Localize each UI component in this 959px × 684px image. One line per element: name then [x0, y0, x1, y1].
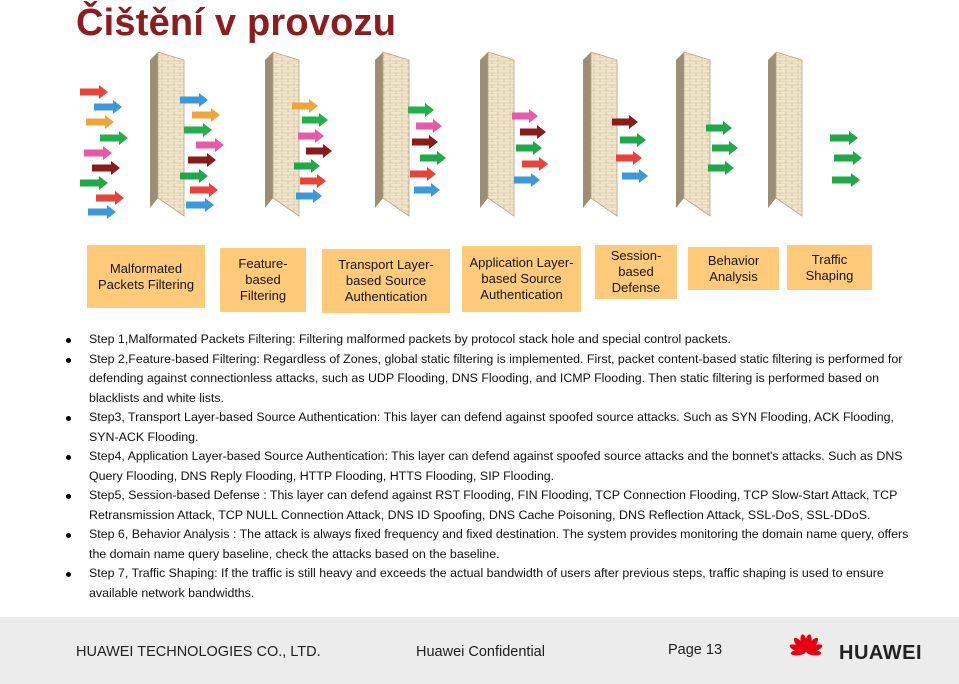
traffic-arrow-31	[512, 109, 538, 123]
traffic-arrow-8	[96, 191, 124, 205]
stage-box-malformed-packets: Malformated Packets Filtering	[87, 245, 205, 308]
stage-box-application-layer: Application Layer-based Source Authentication	[462, 246, 581, 312]
traffic-arrow-27	[412, 135, 438, 149]
firewall-wall-7	[768, 52, 802, 216]
traffic-arrow-42	[708, 161, 734, 175]
traffic-arrow-3	[86, 115, 114, 129]
stage-box-traffic-shaping: Traffic Shaping	[787, 245, 872, 290]
traffic-arrow-11	[192, 108, 220, 122]
footer	[0, 617, 959, 684]
huawei-logo-text: HUAWEI	[839, 642, 922, 664]
traffic-arrow-32	[520, 125, 546, 139]
firewall-wall-5	[583, 52, 617, 216]
firewall-walls	[150, 52, 802, 216]
footer-confidential: Huawei Confidential	[416, 644, 545, 660]
stage-box-feature-based: Feature-based Filtering	[220, 248, 306, 312]
traffic-arrow-23	[300, 174, 326, 188]
filtering-diagram	[0, 40, 959, 250]
traffic-arrow-33	[516, 141, 542, 155]
traffic-arrow-28	[420, 151, 446, 165]
traffic-arrow-2	[94, 100, 122, 114]
traffic-arrow-16	[190, 183, 218, 197]
traffic-arrow-20	[298, 129, 324, 143]
traffic-arrow-37	[620, 133, 646, 147]
step-list	[66, 330, 916, 603]
traffic-arrow-9	[88, 205, 116, 219]
firewall-wall-3	[375, 52, 409, 216]
page-title: Čištění v provozu	[76, 2, 397, 44]
huawei-flower-icon	[787, 634, 825, 670]
traffic-arrow-26	[416, 119, 442, 133]
traffic-arrow-44	[834, 151, 862, 165]
traffic-arrow-12	[184, 123, 212, 137]
traffic-arrow-25	[408, 103, 434, 117]
traffic-arrow-29	[410, 167, 436, 181]
step-item-6: Step 6, Behavior Analysis : The attack is always fixed frequency and fixed destination. The system provides monitoring the domain name query, offers the domain name query baseline, check the attacks based on the baseline.	[66, 525, 916, 564]
traffic-arrow-17	[186, 198, 214, 212]
step-item-7: Step 7, Traffic Shaping: If the traffic is still heavy and exceeds the actual bandwidth of users after previous steps, traffic shaping is used to ensure available network bandwidths.	[66, 564, 916, 603]
traffic-arrow-41	[712, 141, 738, 155]
step-item-2: Step 2,Feature-based Filtering: Regardless of Zones, global static filtering is implemented. First, packet content-based static filtering is performed for defending against connectionless attacks, such as UDP Flooding, DNS Flooding, and ICMP Flooding. Then static filtering is performed based on blacklists and white lists.	[66, 350, 916, 409]
traffic-arrow-35	[514, 173, 540, 187]
footer-company: HUAWEI TECHNOLOGIES CO., LTD.	[76, 644, 321, 660]
stage-box-behavior-analysis: Behavior Analysis	[688, 247, 779, 290]
traffic-arrow-7	[80, 176, 108, 190]
traffic-arrows	[80, 85, 862, 219]
step-item-5: Step5, Session-based Defense : This layer can defend against RST Flooding, FIN Flooding, TCP Connection Flooding, TCP Slow-Start Attack, TCP Retransmission Attack, TCP NULL Connection Attack, DNS ID Spoofing, DNS Cache Poisoning, DNS Reflection Attack, SSL-DoS, SSL-DDoS.	[66, 486, 916, 525]
traffic-arrow-24	[296, 189, 322, 203]
traffic-arrow-6	[92, 161, 120, 175]
traffic-arrow-19	[302, 113, 328, 127]
traffic-arrow-45	[832, 173, 860, 187]
traffic-arrow-1	[80, 85, 108, 99]
traffic-arrow-39	[622, 169, 648, 183]
step-item-4: Step4, Application Layer-based Source Authentication: This layer can defend against spoofed source attacks and the bonnet's attacks. Such as DNS Query Flooding, DNS Reply Flooding, HTTP Flooding, HTTS Flooding, SIP Flooding.	[66, 447, 916, 486]
page-number: Page 13	[668, 642, 723, 658]
firewall-wall-1	[150, 52, 184, 216]
traffic-arrow-4	[100, 131, 128, 145]
traffic-arrow-5	[84, 146, 112, 160]
traffic-arrow-21	[306, 144, 332, 158]
stage-box-session-based: Session-based Defense	[595, 245, 677, 299]
traffic-arrow-34	[522, 157, 548, 171]
traffic-arrow-13	[196, 138, 224, 152]
firewall-wall-4	[480, 52, 514, 216]
traffic-arrow-43	[830, 131, 858, 145]
firewall-wall-2	[265, 52, 299, 216]
step-item-3: Step3, Transport Layer-based Source Authentication: This layer can defend against spoofed source attacks. Such as SYN Flooding, ACK Flooding, SYN-ACK Flooding.	[66, 408, 916, 447]
step-item-1: Step 1,Malformated Packets Filtering: Filtering malformed packets by protocol stack hole and special control packets.	[66, 330, 916, 350]
firewall-wall-6	[676, 52, 710, 216]
stage-box-transport-layer: Transport Layer-based Source Authentication	[322, 249, 450, 313]
traffic-arrow-14	[188, 153, 216, 167]
traffic-arrow-38	[616, 151, 642, 165]
traffic-arrow-30	[414, 183, 440, 197]
